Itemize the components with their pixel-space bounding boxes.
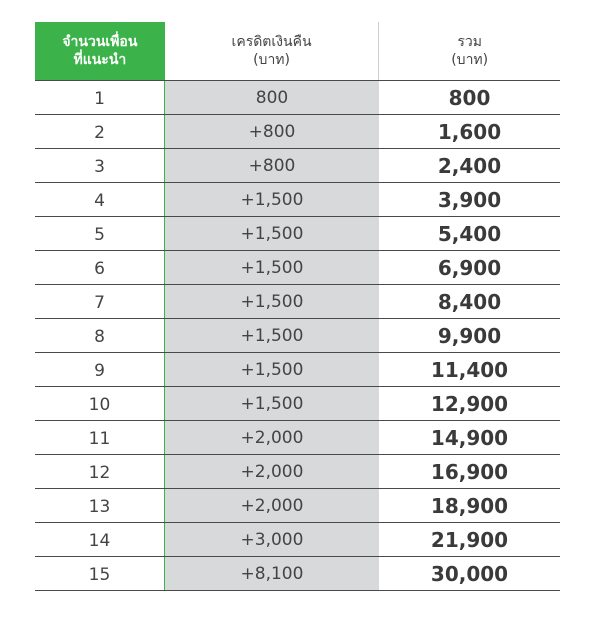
table-row xyxy=(35,489,560,523)
friends-count-cell: 11 xyxy=(35,421,165,454)
credit-cell: +2,000 xyxy=(165,455,379,488)
table-row xyxy=(35,115,560,149)
total-cell: 14,900 xyxy=(430,425,509,450)
credit-cell: +8,100 xyxy=(165,557,379,590)
total-cell: 800 xyxy=(448,85,491,110)
friends-count-cell: 5 xyxy=(35,217,165,250)
header-friends-line2: ที่แนะนำ xyxy=(73,52,127,68)
credit-cell: +3,000 xyxy=(165,523,379,556)
total-cell: 2,400 xyxy=(437,153,502,178)
header-credit-line2: (บาท) xyxy=(253,52,290,68)
credit-cell: +1,500 xyxy=(165,217,379,250)
header-friends-count xyxy=(35,22,165,80)
credit-cell: +2,000 xyxy=(165,489,379,522)
credit-cell: +1,500 xyxy=(165,387,379,420)
total-cell: 3,900 xyxy=(437,187,502,212)
credit-cell: +800 xyxy=(165,115,379,148)
table-row xyxy=(35,251,560,285)
table-row xyxy=(35,455,560,489)
table-row xyxy=(35,557,560,591)
friends-count-cell: 4 xyxy=(35,183,165,216)
table-header xyxy=(35,22,560,81)
friends-count-cell: 1 xyxy=(35,81,165,114)
friends-count-cell: 7 xyxy=(35,285,165,318)
total-cell: 6,900 xyxy=(437,255,502,280)
friends-count-cell: 3 xyxy=(35,149,165,182)
total-cell: 18,900 xyxy=(430,493,509,518)
friends-count-cell: 2 xyxy=(35,115,165,148)
credit-cell: +1,500 xyxy=(165,353,379,386)
total-cell: 21,900 xyxy=(430,527,509,552)
header-credit-line1: เครดิตเงินคืน xyxy=(231,34,312,50)
credit-cell: +1,500 xyxy=(165,183,379,216)
credit-cell: +1,500 xyxy=(165,251,379,284)
friends-count-cell: 13 xyxy=(35,489,165,522)
total-cell: 12,900 xyxy=(430,391,509,416)
friends-count-cell: 9 xyxy=(35,353,165,386)
credit-cell: +2,000 xyxy=(165,421,379,454)
table-row xyxy=(35,387,560,421)
header-total-line1: รวม xyxy=(457,34,482,50)
credit-cell: 800 xyxy=(165,81,379,114)
friends-count-cell: 6 xyxy=(35,251,165,284)
table-row xyxy=(35,81,560,115)
total-cell: 30,000 xyxy=(430,561,509,586)
total-cell: 16,900 xyxy=(430,459,509,484)
total-cell: 11,400 xyxy=(430,357,509,382)
header-total-line2: (บาท) xyxy=(451,52,489,68)
friends-count-cell: 8 xyxy=(35,319,165,352)
referral-table xyxy=(35,22,560,591)
total-cell: 9,900 xyxy=(437,323,502,348)
table-row xyxy=(35,149,560,183)
total-cell: 5,400 xyxy=(437,221,502,246)
table-row xyxy=(35,421,560,455)
header-total xyxy=(379,22,560,80)
total-cell: 8,400 xyxy=(437,289,502,314)
friends-count-cell: 14 xyxy=(35,523,165,556)
header-friends-line1: จำนวนเพื่อน xyxy=(62,34,138,50)
credit-cell: +800 xyxy=(165,149,379,182)
table-row xyxy=(35,353,560,387)
friends-count-cell: 10 xyxy=(35,387,165,420)
table-row xyxy=(35,319,560,353)
table-row xyxy=(35,285,560,319)
table-row xyxy=(35,523,560,557)
header-credit xyxy=(165,22,380,80)
credit-cell: +1,500 xyxy=(165,285,379,318)
table-row xyxy=(35,217,560,251)
table-body xyxy=(35,81,560,591)
friends-count-cell: 12 xyxy=(35,455,165,488)
table-row xyxy=(35,183,560,217)
total-cell: 1,600 xyxy=(437,119,502,144)
friends-count-cell: 15 xyxy=(35,557,165,590)
credit-cell: +1,500 xyxy=(165,319,379,352)
